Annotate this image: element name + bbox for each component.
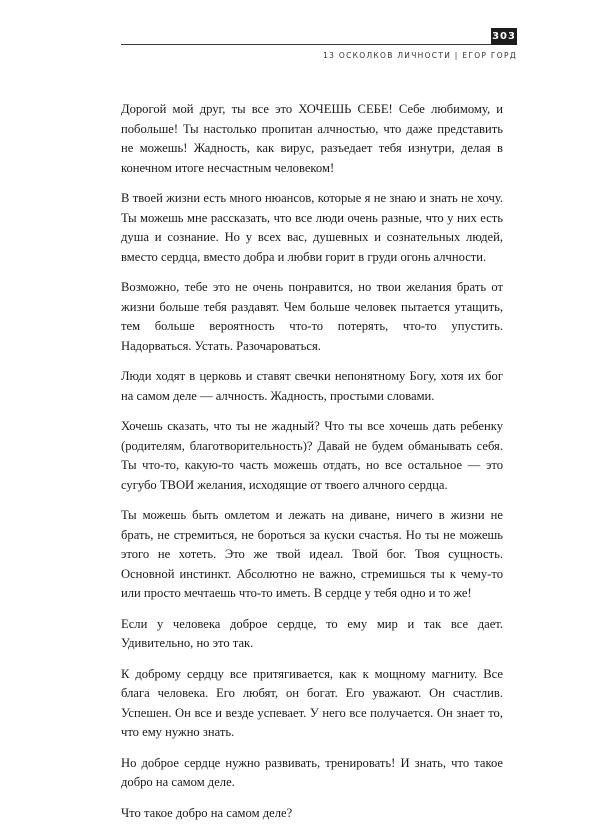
- paragraph: Ты можешь быть омлетом и лежать на диване, ничего в жизни не брать, не стремиться, не бороться за куски счастья. Но ты не можешь этого не хотеть. Это же твой идеал. Твой бог. Твоя сущность. Основной инстинкт. Абсолютно не важно, стремишься ты к чему-то или просто мечтаешь что-то иметь. В сердце у тебя одно и то же!: [121, 508, 503, 600]
- paragraph: К доброму сердцу все притягивается, как к мощному магниту. Все блага человека. Его любят, он богат. Его уважают. Он счастлив. Успешен. Он все и везде успевает. У него все получается. Он знает то, что ему нужно знать.: [121, 666, 503, 739]
- paragraph: Если у человека доброе сердце, то ему мир и так все дает. Удивительно, но это так.: [121, 616, 503, 650]
- paragraph: Люди ходят в церковь и ставят свечки непонятному Богу, хотя их бог на самом деле — алчность. Жадность, простыми словами.: [121, 369, 503, 403]
- paragraph: В твоей жизни есть много нюансов, которые я не знаю и знать не хочу. Ты можешь мне рассказать, что все люди очень разные, что у них есть душа и сознание. Но у всех вас, душевных и сознательных людей, вместо сердца, вместо добра и любви горит в груди огонь алчности.: [121, 191, 503, 264]
- paragraph: Но доброе сердце нужно развивать, тренировать! И знать, что такое добро на самом деле.: [121, 755, 503, 789]
- paragraph: Что такое добро на самом деле?: [121, 805, 293, 820]
- text-body: [121, 100, 503, 834]
- paragraph: Хочешь сказать, что ты не жадный? Что ты все хочешь дать ребенку (родителям, благотворительность)? Давай не будем обманывать себя. Ты что-то, какую-то часть можешь отдать, но все остальное — это сугубо ТВОИ желания, исходящие от твоего алчного сердца.: [121, 419, 503, 492]
- paragraph: Возможно, тебе это не очень понравится, но твои желания брать от жизни больше тебя раздавят. Чем больше человек пытается утащить, тем больше вероятность что-то потерять, что-то упустить. Надорваться. Устать. Разочароваться.: [121, 280, 503, 353]
- page-number: 303: [491, 28, 517, 45]
- paragraph: Дорогой мой друг, ты все это ХОЧЕШЬ СЕБЕ! Себе любимому, и побольше! Ты настолько пропитан алчностью, что даже представить не можешь! Жадность, как вирус, разъедает тебя изнутри, делая в конечном итоге несчастным человеком!: [121, 102, 503, 175]
- running-head: 13 ОСКОЛКОВ ЛИЧНОСТИ | ЕГОР ГОРД: [323, 51, 517, 60]
- header-rule: [121, 44, 491, 45]
